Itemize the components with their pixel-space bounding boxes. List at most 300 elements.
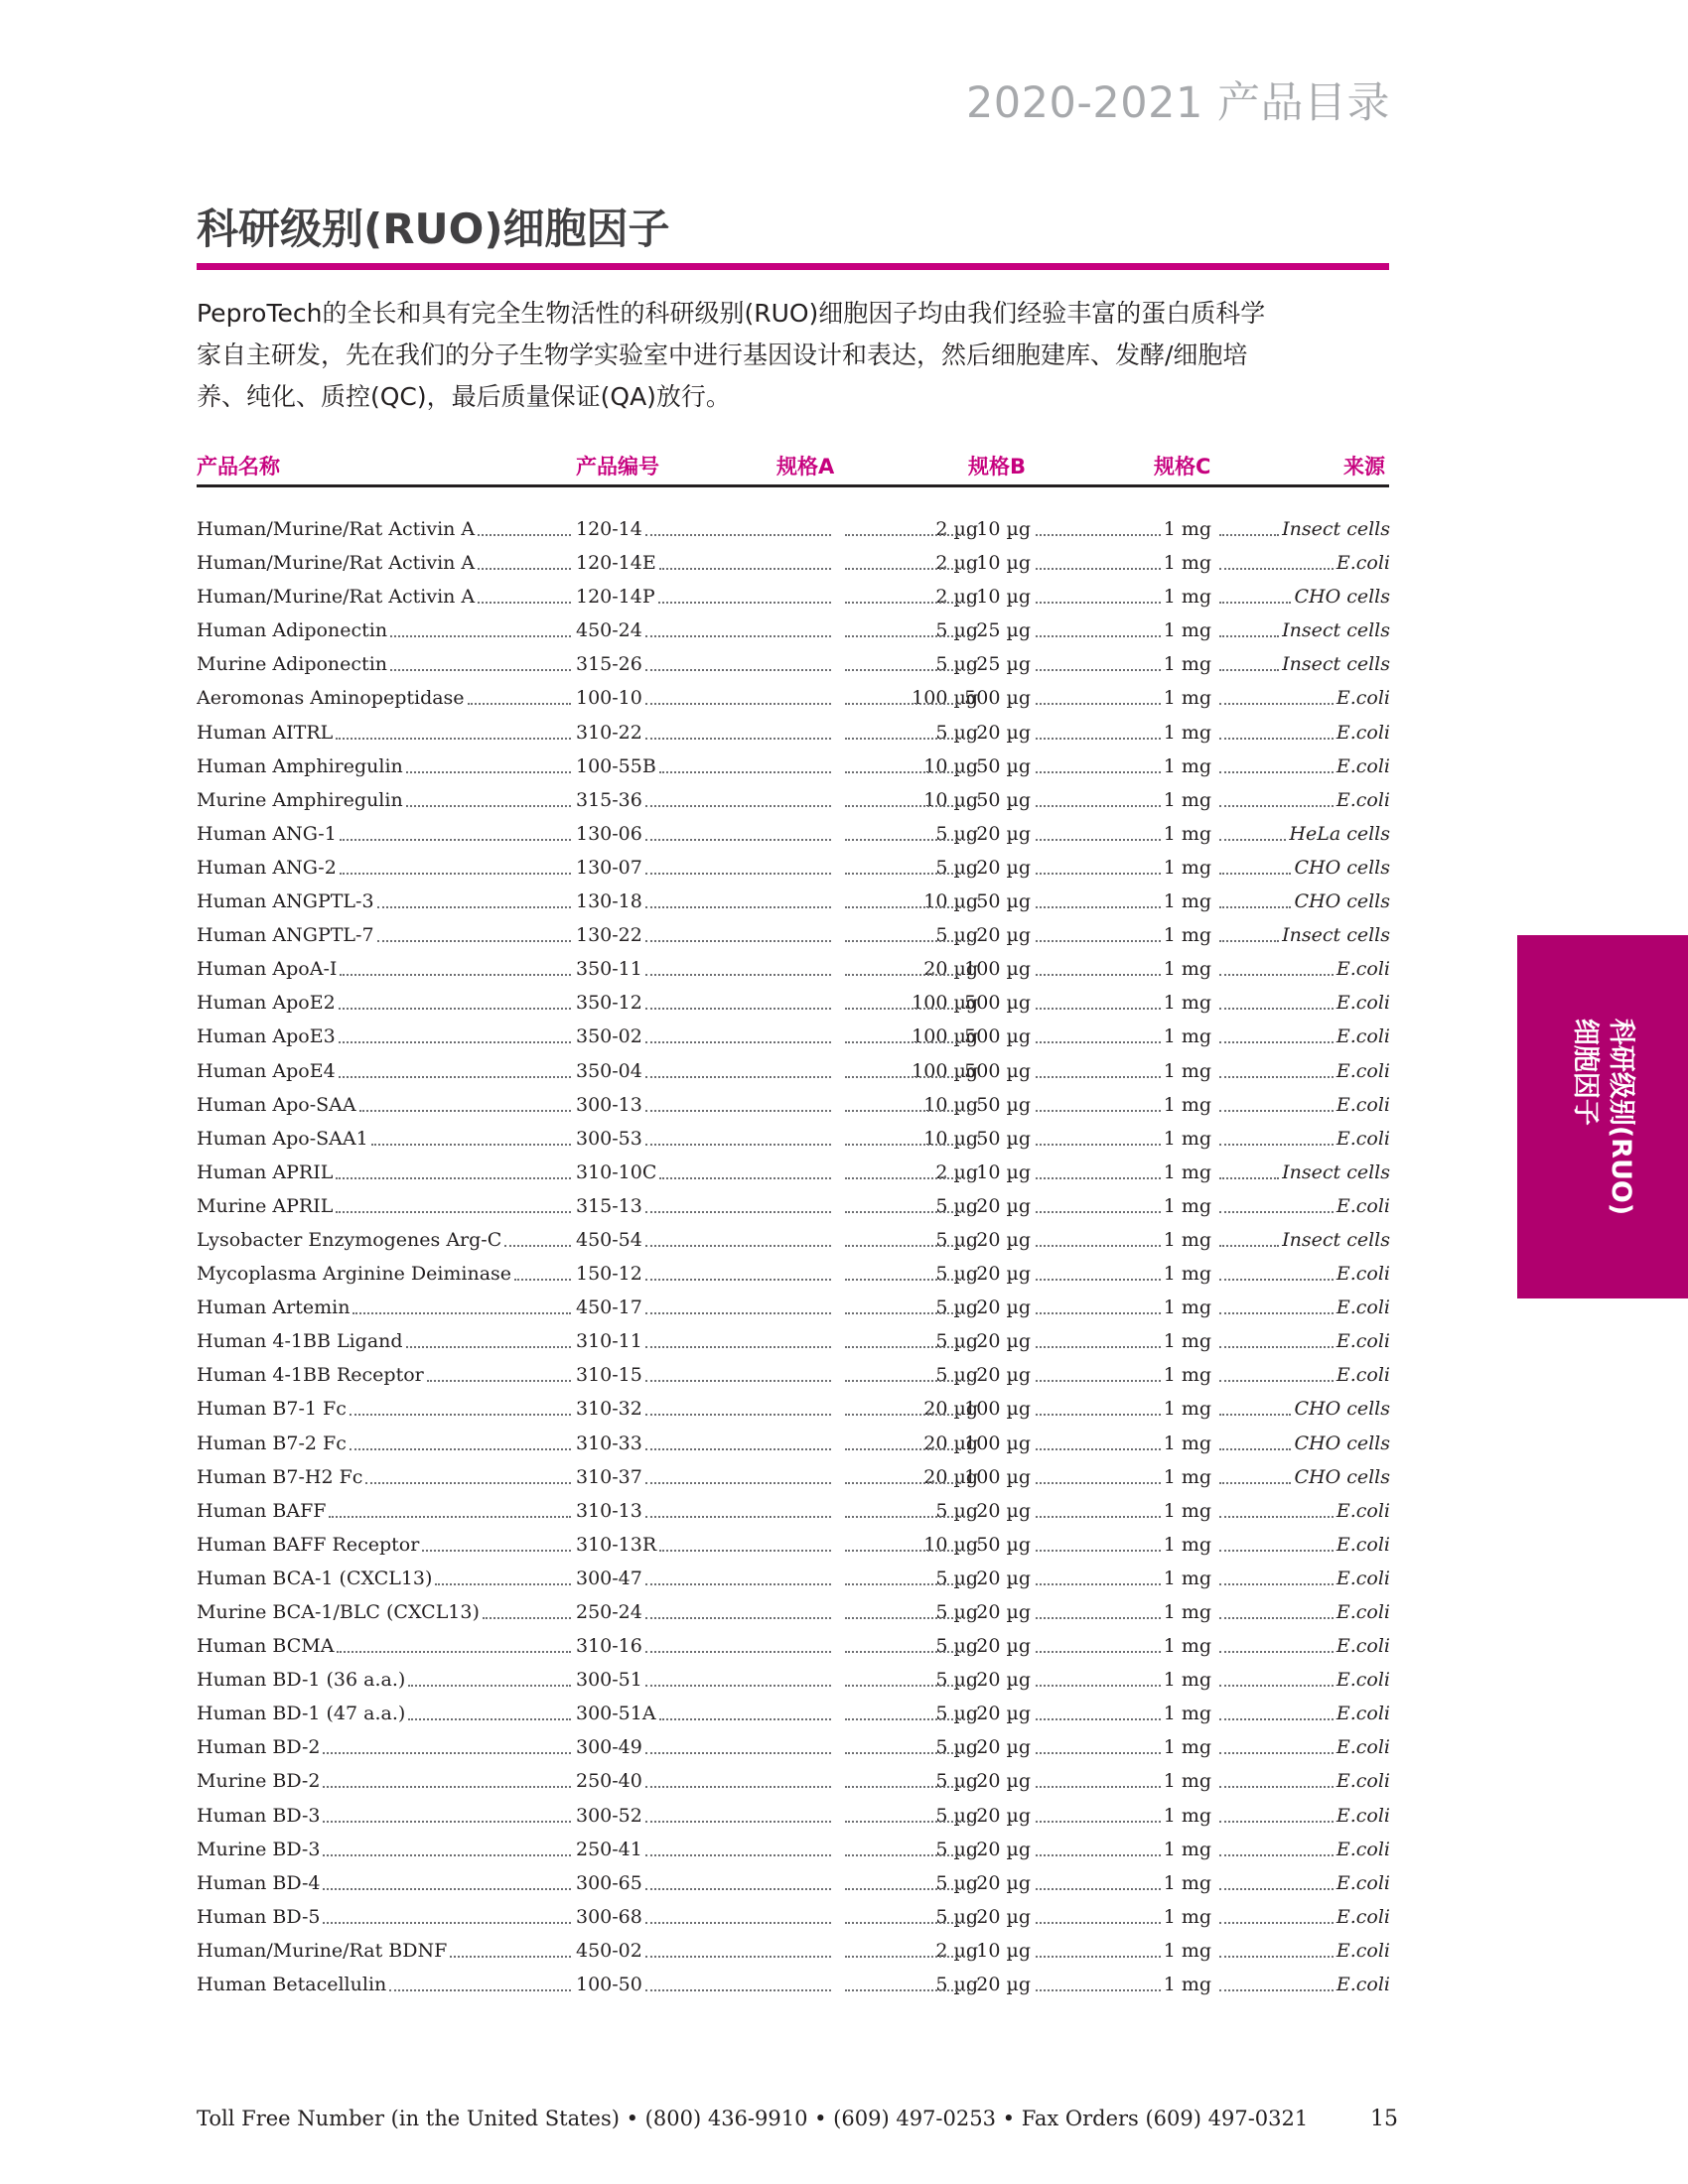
catalog-number-cell [576, 1833, 834, 1866]
page-number: 15 [1370, 2107, 1398, 2131]
source: E.coli [1336, 788, 1390, 811]
dot-leader [478, 534, 571, 536]
catalog-number-cell [576, 1189, 834, 1223]
catalog-number: 310-10C [576, 1160, 657, 1183]
size-c-cell [1033, 647, 1211, 681]
source-cell [1216, 783, 1390, 817]
catalog-number: 450-02 [576, 1939, 642, 1962]
dot-leader [845, 703, 961, 705]
size-a: 5 µg [935, 1905, 978, 1928]
catalog-number: 130-22 [576, 924, 642, 947]
dot-leader [645, 738, 831, 740]
dot-leader [845, 568, 973, 570]
product-name: Human B7-H2 Fc [197, 1465, 363, 1488]
dot-leader [323, 1888, 571, 1890]
dot-leader [845, 1516, 973, 1518]
product-name-cell [197, 1088, 574, 1122]
catalog-number-cell [576, 1730, 834, 1764]
size-c-cell [1033, 1020, 1211, 1053]
dot-leader [845, 738, 973, 740]
catalog-number-cell [576, 1088, 834, 1122]
product-name-cell [197, 1460, 574, 1494]
dot-leader [340, 873, 571, 875]
dot-leader [845, 1414, 961, 1416]
source-cell [1216, 918, 1390, 952]
catalog-number-cell [576, 918, 834, 952]
dot-leader [1219, 1110, 1334, 1112]
product-name-cell [197, 1223, 574, 1257]
size-b-cell [842, 817, 1031, 851]
size-a: 5 µg [935, 822, 978, 845]
product-name-cell [197, 952, 574, 986]
catalog-number: 310-33 [576, 1432, 642, 1454]
dot-leader [1036, 1752, 1161, 1754]
size-c: 1 mg [1163, 1635, 1211, 1658]
catalog-number: 300-51 [576, 1669, 642, 1692]
source-cell [1216, 1595, 1390, 1629]
size-b-cell [842, 918, 1031, 952]
size-b-cell [842, 614, 1031, 647]
dot-leader [1219, 669, 1279, 671]
size-c-cell [1033, 1697, 1211, 1730]
dot-leader [1036, 1617, 1161, 1619]
dot-leader [645, 1989, 831, 1991]
dot-leader [1219, 1380, 1334, 1382]
dot-leader [1036, 1786, 1161, 1788]
table-row [0, 1257, 1688, 1291]
size-a: 10 µg [923, 890, 978, 913]
catalog-number-cell [576, 580, 834, 614]
source-cell [1216, 546, 1390, 580]
source: E.coli [1336, 1364, 1390, 1387]
source: CHO cells [1294, 890, 1390, 913]
catalog-number: 310-37 [576, 1465, 642, 1488]
table-row [0, 1020, 1688, 1053]
table-row [0, 918, 1688, 952]
table-row [0, 1799, 1688, 1833]
catalog-number: 300-52 [576, 1804, 642, 1827]
size-b: 500 µg [964, 687, 1031, 710]
dot-leader [365, 1482, 571, 1484]
dot-leader [845, 1989, 973, 1991]
product-name-cell [197, 614, 574, 647]
dot-leader [329, 1516, 571, 1518]
dot-leader [845, 1380, 973, 1382]
size-a: 20 µg [923, 1465, 978, 1488]
size-b: 20 µg [976, 1770, 1031, 1793]
dot-leader [1219, 1346, 1334, 1348]
source-cell [1216, 851, 1390, 885]
catalog-number: 120-14E [576, 552, 656, 575]
size-c: 1 mg [1163, 586, 1211, 609]
dot-leader [645, 1821, 831, 1823]
size-c: 1 mg [1163, 1567, 1211, 1589]
dot-leader [371, 1144, 571, 1146]
product-name: Human BCA-1 (CXCL13) [197, 1567, 433, 1589]
dot-leader [845, 805, 973, 807]
product-name: Human BD-3 [197, 1804, 321, 1827]
size-c-cell [1033, 1156, 1211, 1189]
size-a: 2 µg [935, 518, 978, 540]
dot-leader [645, 669, 831, 671]
side-tab-line: 科研级别(RUO) [1606, 1018, 1636, 1216]
dot-leader [645, 1008, 831, 1010]
size-c-cell [1033, 614, 1211, 647]
source: E.coli [1336, 1669, 1390, 1692]
size-a: 5 µg [935, 1669, 978, 1692]
dot-leader [1036, 568, 1161, 570]
catalog-number: 315-13 [576, 1194, 642, 1217]
source: E.coli [1336, 754, 1390, 777]
dot-leader [645, 1312, 831, 1314]
size-c: 1 mg [1163, 754, 1211, 777]
catalog-number: 300-47 [576, 1567, 642, 1589]
table-row [0, 546, 1688, 580]
dot-leader [1036, 1144, 1161, 1146]
size-a: 100 µg [912, 1059, 978, 1082]
dot-leader [1036, 1821, 1161, 1823]
source: E.coli [1336, 1838, 1390, 1860]
dot-leader [1036, 1211, 1161, 1213]
product-name-cell [197, 1629, 574, 1663]
dot-leader [1219, 974, 1334, 976]
size-b: 20 µg [976, 1228, 1031, 1251]
size-b-cell [842, 580, 1031, 614]
size-c: 1 mg [1163, 1871, 1211, 1894]
size-b-cell [842, 1833, 1031, 1866]
size-b: 500 µg [964, 1059, 1031, 1082]
size-c: 1 mg [1163, 1093, 1211, 1116]
dot-leader [1036, 1516, 1161, 1518]
catalog-number: 250-40 [576, 1770, 642, 1793]
table-row [0, 1088, 1688, 1122]
dot-leader [659, 771, 831, 773]
product-name: Human ApoA-I [197, 958, 338, 981]
product-name-cell [197, 1156, 574, 1189]
dot-leader [336, 1177, 571, 1179]
table-row [0, 1968, 1688, 2001]
size-b-cell [842, 1122, 1031, 1156]
size-c-cell [1033, 750, 1211, 783]
dot-leader [659, 1177, 831, 1179]
footer-contact: Toll Free Number (in the United States) • (800) 436-9910 • (609) 497-0253 • Fax Orders (609) 497-0321 [197, 2107, 1309, 2130]
product-name-cell [197, 986, 574, 1020]
source: Insect cells [1282, 924, 1390, 947]
size-b: 20 µg [976, 1669, 1031, 1692]
source-cell [1216, 952, 1390, 986]
dot-leader [645, 1685, 831, 1687]
source-cell [1216, 1088, 1390, 1122]
dot-leader [845, 940, 973, 942]
table-row [0, 1223, 1688, 1257]
dot-leader [408, 1685, 571, 1687]
size-b-cell [842, 1257, 1031, 1291]
source: E.coli [1336, 1093, 1390, 1116]
size-a: 2 µg [935, 552, 978, 575]
product-name: Human ANG-1 [197, 822, 337, 845]
size-c: 1 mg [1163, 1297, 1211, 1319]
product-name: Human Apo-SAA1 [197, 1127, 368, 1150]
size-c: 1 mg [1163, 1025, 1211, 1048]
dot-leader [377, 940, 571, 942]
size-b: 20 µg [976, 1974, 1031, 1996]
size-b-cell [842, 1866, 1031, 1900]
product-name: Human/Murine/Rat Activin A [197, 518, 476, 540]
source: E.coli [1336, 1939, 1390, 1962]
size-b: 20 µg [976, 1567, 1031, 1589]
size-c: 1 mg [1163, 1330, 1211, 1353]
dot-leader [645, 1245, 831, 1247]
size-b-cell [842, 1020, 1031, 1053]
source: CHO cells [1294, 856, 1390, 879]
size-b: 50 µg [976, 1533, 1031, 1556]
dot-leader [845, 1786, 973, 1788]
size-a: 5 µg [935, 1194, 978, 1217]
dot-leader [845, 602, 973, 604]
dot-leader [336, 738, 571, 740]
size-a: 5 µg [935, 856, 978, 879]
size-b: 10 µg [976, 586, 1031, 609]
dot-leader [1219, 1685, 1334, 1687]
source: CHO cells [1294, 1432, 1390, 1454]
size-c: 1 mg [1163, 1127, 1211, 1150]
source-cell [1216, 647, 1390, 681]
dot-leader [659, 1550, 831, 1552]
size-b-cell [842, 1494, 1031, 1528]
dot-leader [845, 534, 973, 536]
size-a: 5 µg [935, 1228, 978, 1251]
size-a: 5 µg [935, 1770, 978, 1793]
dot-leader [645, 635, 831, 637]
dot-leader [1219, 1414, 1291, 1416]
dot-leader [1219, 1008, 1334, 1010]
size-c: 1 mg [1163, 1228, 1211, 1251]
dot-leader [1219, 1177, 1279, 1179]
catalog-number-cell [576, 783, 834, 817]
size-c-cell [1033, 1934, 1211, 1968]
table-row [0, 1494, 1688, 1528]
catalog-number-cell [576, 1562, 834, 1595]
catalog-number: 130-06 [576, 822, 642, 845]
table-row [0, 1122, 1688, 1156]
size-c: 1 mg [1163, 518, 1211, 540]
dot-leader [645, 1888, 831, 1890]
size-b: 50 µg [976, 754, 1031, 777]
size-a: 5 µg [935, 653, 978, 676]
size-b: 10 µg [976, 552, 1031, 575]
catalog-number-cell [576, 1291, 834, 1324]
dot-leader [845, 1854, 973, 1856]
dot-leader [468, 703, 571, 705]
catalog-number: 310-13 [576, 1499, 642, 1522]
dot-leader [1036, 1651, 1161, 1653]
source-cell [1216, 1697, 1390, 1730]
size-c: 1 mg [1163, 1838, 1211, 1860]
size-c-cell [1033, 1595, 1211, 1629]
size-c: 1 mg [1163, 1263, 1211, 1286]
catalog-number-cell [576, 614, 834, 647]
dot-leader [1219, 1076, 1334, 1078]
product-name-cell [197, 918, 574, 952]
size-c: 1 mg [1163, 992, 1211, 1015]
size-b-cell [842, 1291, 1031, 1324]
size-c: 1 mg [1163, 1601, 1211, 1623]
product-name-cell [197, 1764, 574, 1798]
size-b: 20 µg [976, 1871, 1031, 1894]
catalog-number-cell [576, 1223, 834, 1257]
product-name: Murine BD-2 [197, 1770, 321, 1793]
size-b: 20 µg [976, 1499, 1031, 1522]
dot-leader [1036, 1346, 1161, 1348]
size-b: 50 µg [976, 1127, 1031, 1150]
product-name: Human ApoE3 [197, 1025, 336, 1048]
source: E.coli [1336, 1025, 1390, 1048]
catalog-number-cell [576, 546, 834, 580]
size-a: 5 µg [935, 1499, 978, 1522]
source-cell [1216, 716, 1390, 750]
catalog-number: 100-50 [576, 1974, 642, 1996]
header-divider [197, 484, 1389, 487]
size-a: 10 µg [923, 1093, 978, 1116]
source-cell [1216, 1223, 1390, 1257]
size-c: 1 mg [1163, 1939, 1211, 1962]
product-name: Human Apo-SAA [197, 1093, 356, 1116]
catalog-number-cell [576, 817, 834, 851]
product-name: Aeromonas Aminopeptidase [197, 687, 465, 710]
dot-leader [1219, 738, 1334, 740]
dot-leader [1219, 1448, 1291, 1450]
size-c: 1 mg [1163, 856, 1211, 879]
size-b: 10 µg [976, 1160, 1031, 1183]
size-c: 1 mg [1163, 1398, 1211, 1421]
dot-leader [1219, 1211, 1334, 1213]
dot-leader [514, 1279, 571, 1281]
source: E.coli [1336, 1635, 1390, 1658]
dot-leader [1219, 1888, 1334, 1890]
catalog-number-cell [576, 885, 834, 918]
size-a: 100 µg [912, 1025, 978, 1048]
catalog-number: 450-54 [576, 1228, 642, 1251]
catalog-number: 100-10 [576, 687, 642, 710]
table-row [0, 1562, 1688, 1595]
size-c: 1 mg [1163, 1432, 1211, 1454]
size-b: 50 µg [976, 1093, 1031, 1116]
dot-leader [845, 1821, 973, 1823]
dot-leader [1219, 906, 1291, 908]
product-name-cell [197, 1122, 574, 1156]
product-name-cell [197, 512, 574, 546]
product-name-cell [197, 1697, 574, 1730]
product-name-cell [197, 1595, 574, 1629]
table-row [0, 1528, 1688, 1562]
catalog-number: 450-17 [576, 1297, 642, 1319]
dot-leader [845, 1718, 973, 1720]
size-b-cell [842, 1427, 1031, 1460]
dot-leader [1219, 839, 1286, 841]
product-name-cell [197, 647, 574, 681]
product-name-cell [197, 1663, 574, 1697]
source-cell [1216, 1799, 1390, 1833]
product-name: Human BCMA [197, 1635, 335, 1658]
size-a: 5 µg [935, 1330, 978, 1353]
size-c-cell [1033, 952, 1211, 986]
product-name: Human 4-1BB Ligand [197, 1330, 403, 1353]
catalog-number-cell [576, 1934, 834, 1968]
size-a: 5 µg [935, 619, 978, 642]
product-name-cell [197, 1866, 574, 1900]
catalog-number-cell [576, 1799, 834, 1833]
dot-leader [845, 1279, 973, 1281]
source-cell [1216, 1900, 1390, 1934]
dot-leader [645, 1854, 831, 1856]
catalog-number: 350-02 [576, 1025, 642, 1048]
dot-leader [1219, 568, 1334, 570]
dot-leader [1036, 1041, 1161, 1043]
product-table [0, 512, 1688, 2001]
dot-leader [845, 1583, 973, 1585]
size-a: 10 µg [923, 754, 978, 777]
dot-leader [1219, 1279, 1334, 1281]
size-c-cell [1033, 512, 1211, 546]
table-row [0, 986, 1688, 1020]
size-c: 1 mg [1163, 1736, 1211, 1759]
dot-leader [323, 1752, 571, 1754]
catalog-number: 310-16 [576, 1635, 642, 1658]
source-cell [1216, 512, 1390, 546]
size-c-cell [1033, 1054, 1211, 1088]
size-b-cell [842, 1697, 1031, 1730]
source: Insect cells [1282, 518, 1390, 540]
size-c-cell [1033, 1291, 1211, 1324]
catalog-number: 250-24 [576, 1601, 642, 1623]
dot-leader [845, 1144, 973, 1146]
dot-leader [645, 873, 831, 875]
dot-leader [645, 1786, 831, 1788]
product-name: Murine BCA-1/BLC (CXCL13) [197, 1601, 480, 1623]
catalog-number: 300-65 [576, 1871, 642, 1894]
size-c-cell [1033, 1460, 1211, 1494]
source: E.coli [1336, 1297, 1390, 1319]
dot-leader [845, 839, 973, 841]
source-cell [1216, 1866, 1390, 1900]
dot-leader [478, 568, 571, 570]
size-c-cell [1033, 1764, 1211, 1798]
dot-leader [645, 1380, 831, 1382]
size-b-cell [842, 1088, 1031, 1122]
size-a: 5 µg [935, 1297, 978, 1319]
dot-leader [845, 906, 973, 908]
dot-leader [1036, 1550, 1161, 1552]
size-a: 5 µg [935, 1703, 978, 1725]
dot-leader [1036, 1685, 1161, 1687]
table-row [0, 1900, 1688, 1934]
dot-leader [1036, 1380, 1161, 1382]
size-b: 20 µg [976, 924, 1031, 947]
catalog-number-cell [576, 1156, 834, 1189]
source-cell [1216, 1291, 1390, 1324]
size-c: 1 mg [1163, 890, 1211, 913]
size-c-cell [1033, 1833, 1211, 1866]
source-cell [1216, 1764, 1390, 1798]
dot-leader [645, 1076, 831, 1078]
dot-leader [845, 1041, 961, 1043]
dot-leader [350, 1448, 571, 1450]
source: Insect cells [1282, 619, 1390, 642]
product-name-cell [197, 1257, 574, 1291]
size-b: 20 µg [976, 1635, 1031, 1658]
size-c-cell [1033, 681, 1211, 715]
dot-leader [359, 1110, 571, 1112]
